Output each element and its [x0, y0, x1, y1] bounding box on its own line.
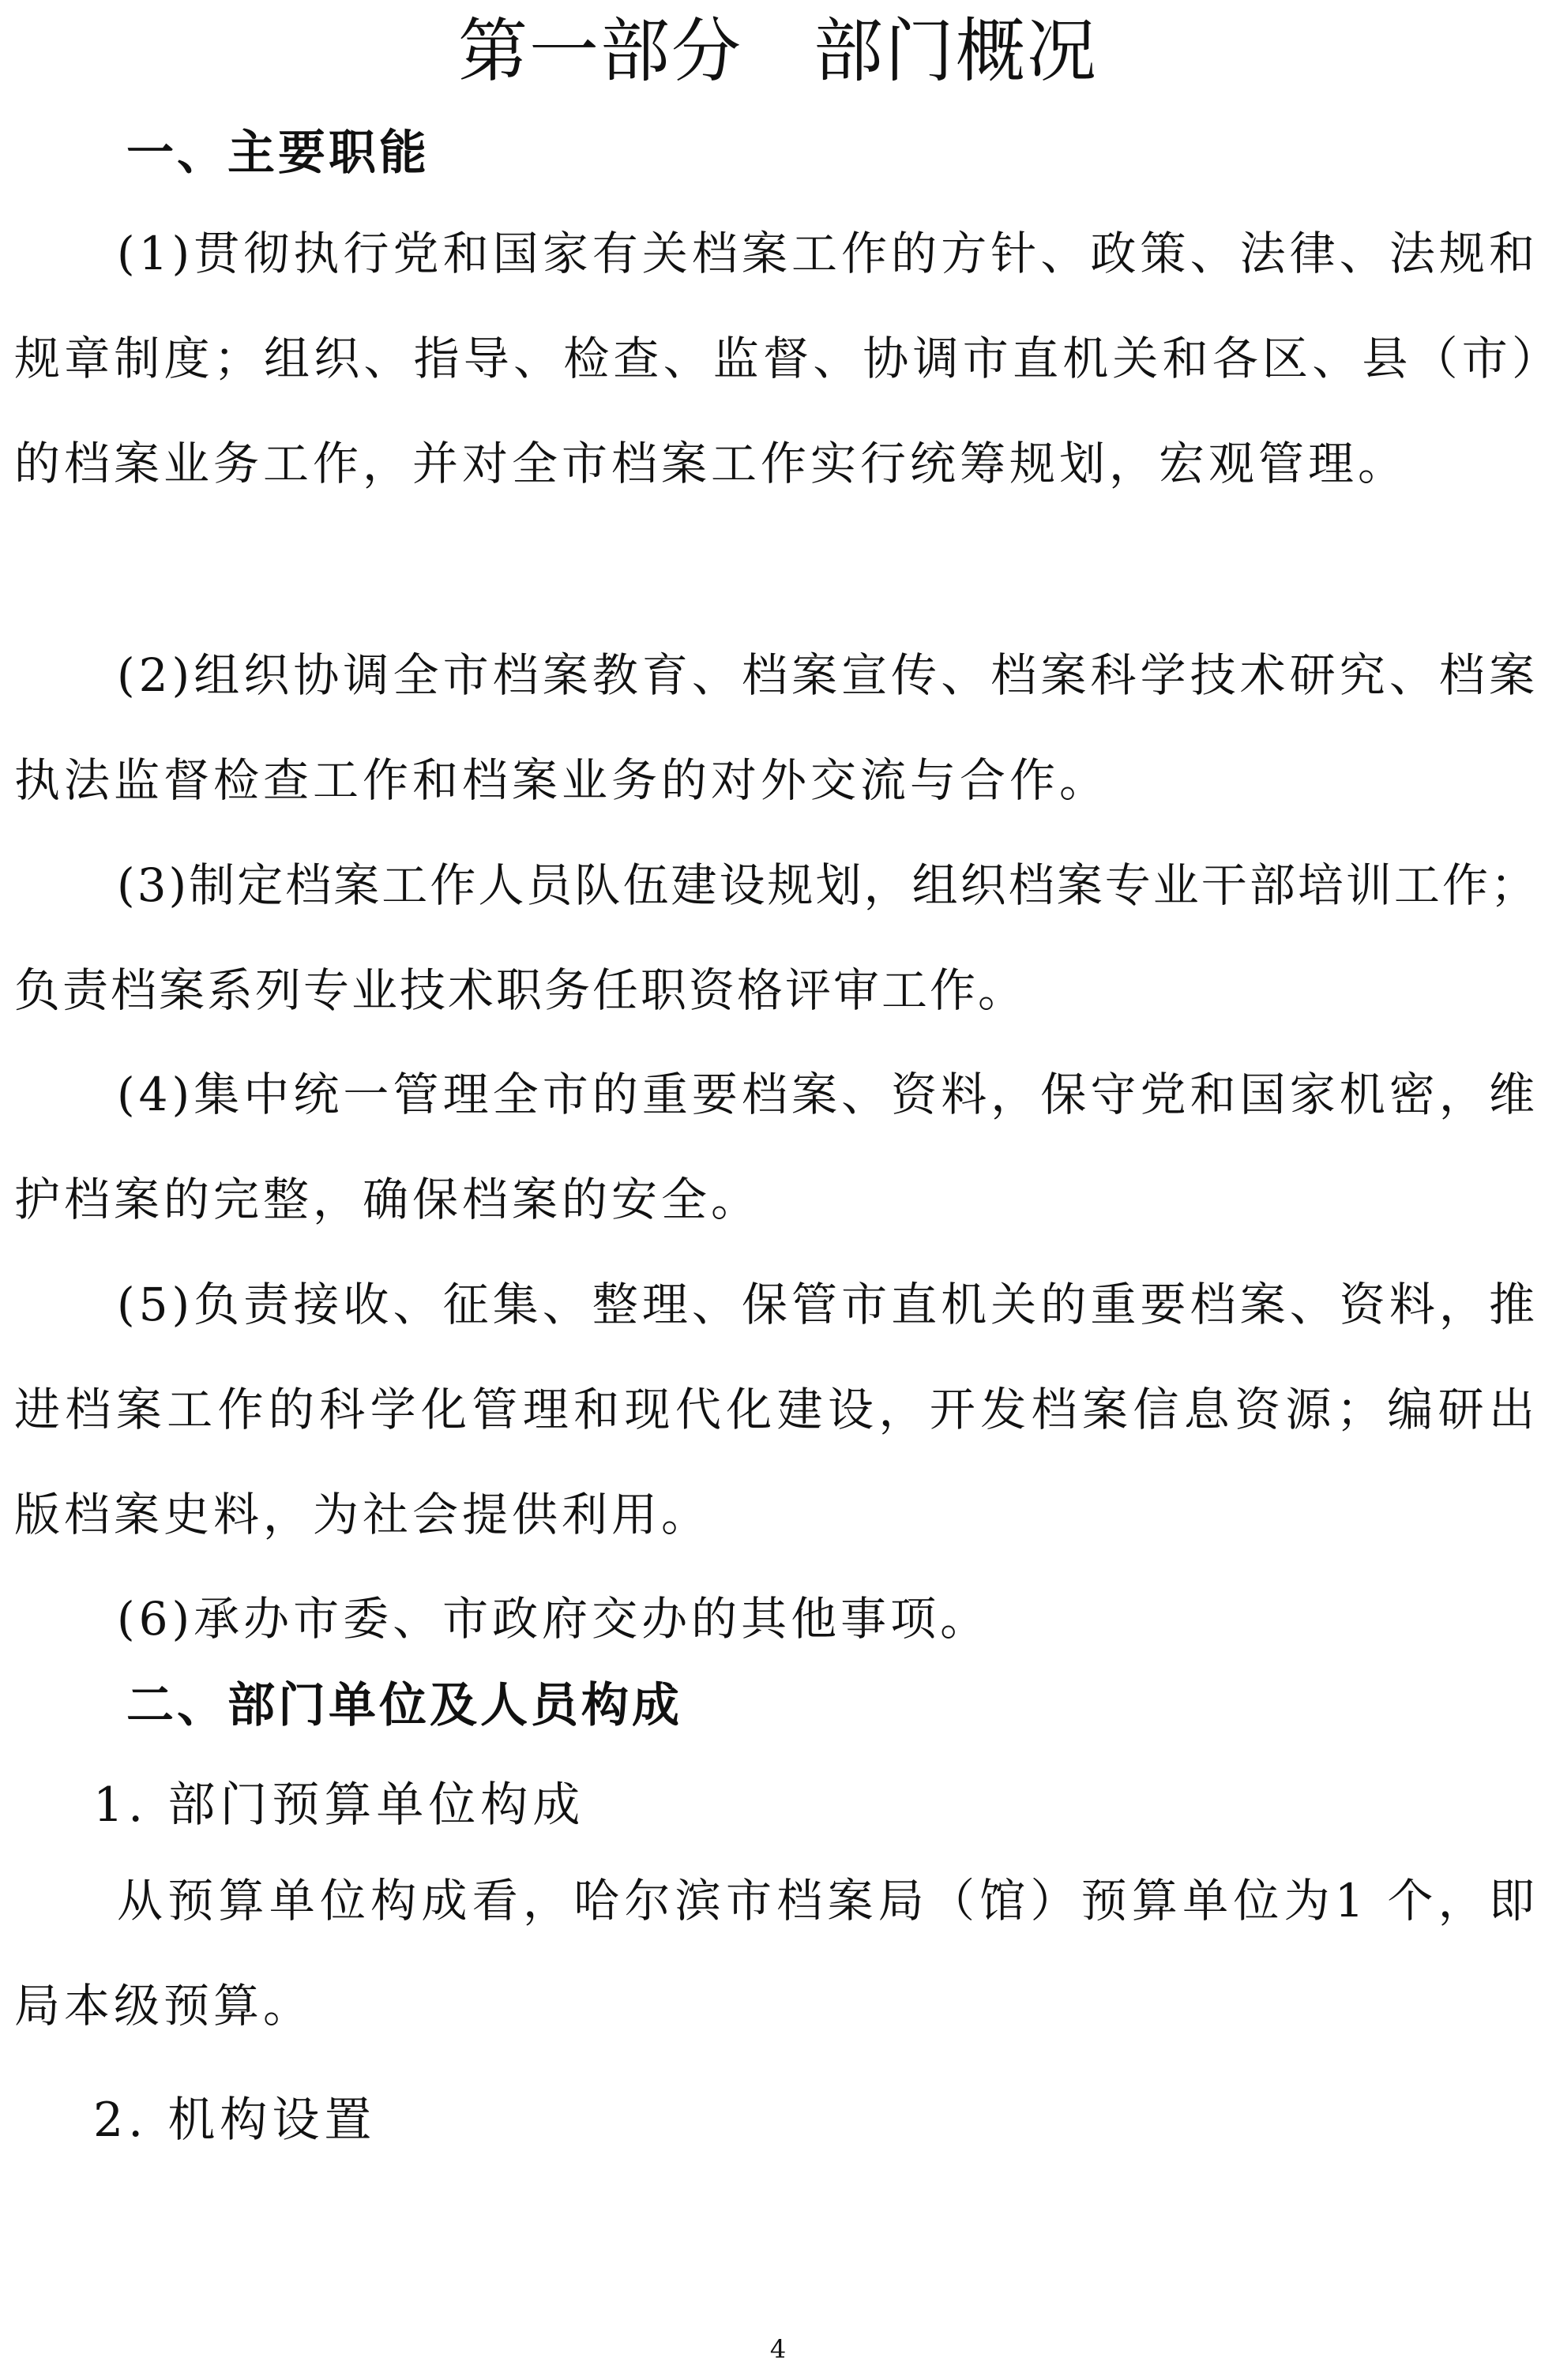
- function-item-3: (3)制定档案工作人员队伍建设规划，组织档案专业干部培训工作；负责档案系列专业技术职务任职资格评审工作。: [14, 858, 1539, 1017]
- section-heading-main-functions: 一、主要职能: [126, 126, 430, 181]
- page-title: 第一部分 部门概况: [457, 10, 1098, 92]
- section-heading-units-personnel: 二、部门单位及人员构成: [126, 1678, 682, 1733]
- function-item-1: (1)贯彻执行党和国家有关档案工作的方针、政策、法律、法规和规章制度；组织、指导、检查、监督、协调市直机关和各区、县（市）的档案业务工作，并对全市档案工作实行统筹规划，宏观管理。: [14, 227, 1539, 490]
- function-item-6: (6)承办市委、市政府交办的其他事项。: [117, 1592, 990, 1646]
- subheading-budget-units: 1. 部门预算单位构成: [93, 1777, 585, 1833]
- function-item-4: (4)集中统一管理全市的重要档案、资料，保守党和国家机密，维护档案的完整，确保档案的安全。: [14, 1068, 1539, 1226]
- page-number: 4: [769, 2334, 787, 2364]
- function-item-5: (5)负责接收、征集、整理、保管市直机关的重要档案、资料，推进档案工作的科学化管理和现代化建设，开发档案信息资源；编研出版档案史料，为社会提供利用。: [14, 1278, 1539, 1541]
- function-item-2: (2)组织协调全市档案教育、档案宣传、档案科学技术研究、档案执法监督检查工作和档案业务的对外交流与合作。: [14, 648, 1539, 807]
- subheading-organization: 2. 机构设置: [93, 2093, 377, 2148]
- budget-units-paragraph: 从预算单位构成看，哈尔滨市档案局（馆）预算单位为1 个，即局本级预算。: [14, 1874, 1539, 2033]
